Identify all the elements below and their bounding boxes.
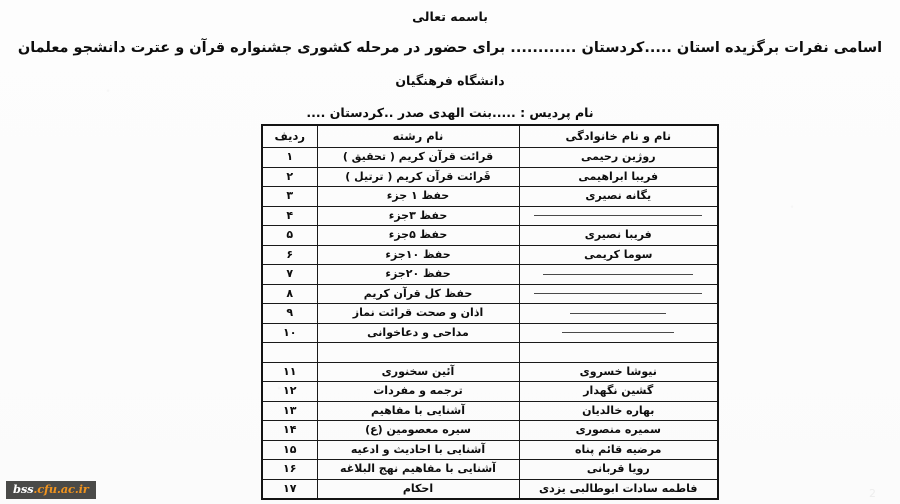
blank-name-placeholder <box>534 293 702 294</box>
cell-name <box>519 343 718 363</box>
watermark-suffix: .cfu.ac.ir <box>33 482 89 497</box>
cell-field: قَرائت قرآن کریم ( ترتیل ) <box>317 167 519 187</box>
cell-radif: ۶ <box>262 245 317 265</box>
cell-field: اذان و صحت قرائت نماز <box>317 304 519 324</box>
cell-field: حفظ ۵جزء <box>317 226 519 246</box>
column-header-radif: ردیف <box>262 125 317 148</box>
table-row <box>262 401 718 421</box>
cell-radif: ۱۱ <box>262 362 317 382</box>
document-title: اسامی نفرات برگزیده استان .....کردستان ............ برای حضور در مرحله کشوری جشنواره قرآن و عترت دانشجو معلمان <box>17 40 883 56</box>
table-row <box>262 304 718 324</box>
cell-radif: ۷ <box>262 265 317 285</box>
blank-name-placeholder <box>570 313 666 314</box>
table-row <box>262 226 718 246</box>
table-row <box>262 206 718 226</box>
table-row <box>262 187 718 207</box>
cell-radif: ۱۳ <box>262 401 317 421</box>
column-header-field: نام رشته <box>317 125 519 148</box>
cell-field: آئین سخنوری <box>317 362 519 382</box>
cell-name: روژین رحیمی <box>519 148 718 168</box>
table-body <box>262 148 718 500</box>
campus-line: نام پردیس : .....بنت الهدی صدر ..کردستان .... <box>306 105 594 120</box>
cell-name: فریبا نصیری <box>519 226 718 246</box>
table-row <box>262 460 718 480</box>
cell-field: حفظ ۲۰جزء <box>317 265 519 285</box>
results-table <box>261 124 719 500</box>
cell-field: آشنایی با مفاهیم <box>317 401 519 421</box>
cell-field: احکام <box>317 479 519 499</box>
cell-name <box>519 206 718 226</box>
page-number: 2 <box>869 487 876 500</box>
cell-name: بهاره خالدیان <box>519 401 718 421</box>
cell-name: سمیره منصوری <box>519 421 718 441</box>
cell-field: مداحی و دعاخوانی <box>317 323 519 343</box>
cell-field: حفظ ۱۰جزء <box>317 245 519 265</box>
cell-radif: ۸ <box>262 284 317 304</box>
table-row <box>262 245 718 265</box>
cell-field: قرائت قرآن کریم ( تحقیق ) <box>317 148 519 168</box>
cell-name <box>519 323 718 343</box>
table-header <box>262 125 718 148</box>
table-row <box>262 362 718 382</box>
university-name: دانشگاه فرهنگیان <box>395 73 505 88</box>
cell-radif: ۳ <box>262 187 317 207</box>
cell-name: نیوشا خسروی <box>519 362 718 382</box>
cell-name <box>519 265 718 285</box>
cell-name: مرضیه قائم پناه <box>519 440 718 460</box>
blank-name-placeholder <box>562 332 674 333</box>
cell-radif: ۱۵ <box>262 440 317 460</box>
cell-field: حفظ ۱ جزء <box>317 187 519 207</box>
table-row <box>262 421 718 441</box>
cell-radif: ۴ <box>262 206 317 226</box>
cell-radif: ۱۰ <box>262 323 317 343</box>
column-header-name: نام و نام خانوادگی <box>519 125 718 148</box>
cell-name: رویا قربانی <box>519 460 718 480</box>
cell-field: حفظ ۳جزء <box>317 206 519 226</box>
cell-name: فاطمه سادات ابوطالبی یزدی <box>519 479 718 499</box>
cell-field: حفظ کل قرآن کریم <box>317 284 519 304</box>
table-row <box>262 148 718 168</box>
cell-radif: ۱۲ <box>262 382 317 402</box>
table-row <box>262 479 718 499</box>
table-row <box>262 167 718 187</box>
watermark-prefix: bss <box>13 482 34 497</box>
table-header-row <box>262 125 718 148</box>
cell-name: یگانه نصیری <box>519 187 718 207</box>
cell-field <box>317 343 519 363</box>
cell-name: فریبا ابراهیمی <box>519 167 718 187</box>
cell-field: سیره معصومین (ع) <box>317 421 519 441</box>
site-watermark <box>6 481 96 499</box>
table-row <box>262 284 718 304</box>
cell-name: سوما کریمی <box>519 245 718 265</box>
table-row <box>262 323 718 343</box>
cell-radif <box>262 343 317 363</box>
basmala-line: باسمه تعالی <box>412 9 488 24</box>
table-row <box>262 265 718 285</box>
cell-name <box>519 284 718 304</box>
cell-radif: ۲ <box>262 167 317 187</box>
cell-field: ترجمه و مفردات <box>317 382 519 402</box>
table-row <box>262 440 718 460</box>
heading-block <box>0 0 900 120</box>
cell-radif: ۵ <box>262 226 317 246</box>
table-spacer-row <box>262 343 718 363</box>
cell-radif: ۱۶ <box>262 460 317 480</box>
cell-radif: ۱۴ <box>262 421 317 441</box>
blank-name-placeholder <box>534 215 702 216</box>
cell-name <box>519 304 718 324</box>
cell-field: آشنایی با مفاهیم نهج البلاغه <box>317 460 519 480</box>
results-table-wrapper <box>263 124 719 500</box>
cell-radif: ۱ <box>262 148 317 168</box>
cell-radif: ۱۷ <box>262 479 317 499</box>
blank-name-placeholder <box>543 274 693 275</box>
table-row <box>262 382 718 402</box>
cell-field: آشنایی با احادیث و ادعیه <box>317 440 519 460</box>
cell-radif: ۹ <box>262 304 317 324</box>
cell-name: گشین نگهدار <box>519 382 718 402</box>
